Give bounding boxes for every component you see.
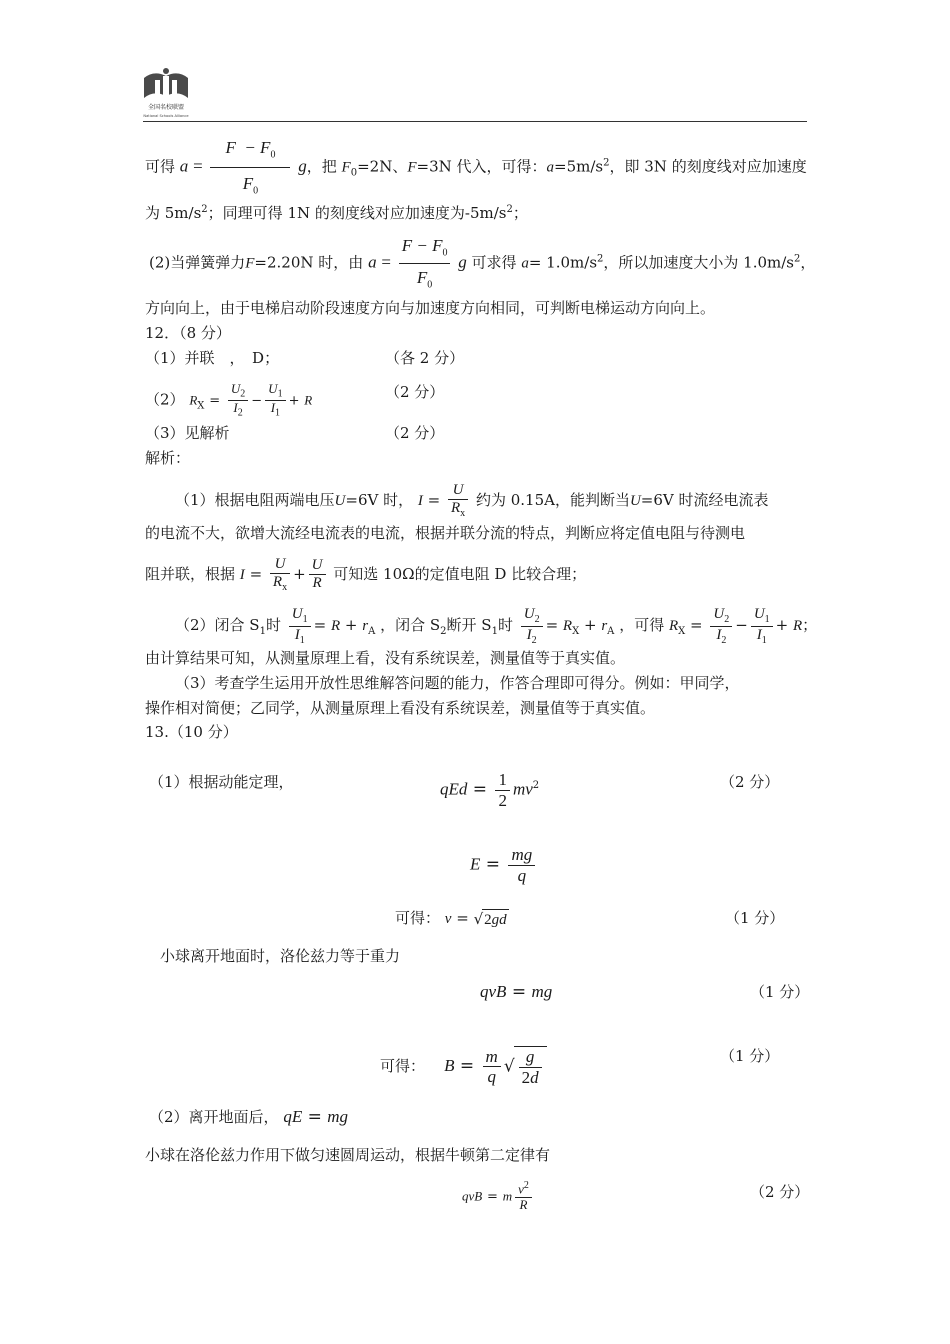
school-alliance-logo — [138, 62, 194, 124]
line-4: 方向向上，由于电梯启动阶段速度方向与加速度方向相同，可判断电梯运动方向向上。 — [145, 299, 716, 317]
q13-eq-circular: qvB = m $\frac{v^2}{R}$ — [462, 1180, 535, 1213]
header-rule — [143, 121, 807, 122]
q12-analysis-3: 阻并联，根据 I = $\frac{U}{R_x}$ + $\frac{U}{R}$ 可知选 10Ω的定值电阻 D 比较合理； — [145, 556, 587, 594]
q12-part2-score: （2 分） — [385, 383, 445, 401]
q13-eq-field: E = $\frac{mg}{q}$ — [470, 845, 538, 885]
q13-step3-score: （1 分） — [725, 909, 785, 927]
q12-analysis-4: （2）闭合 $S_1$时 $\frac{U_1}{I_1}$ = $R + r_A$ ，闭合 $S_2$断开 $S_1$时 $\frac{U_2}{I_2}$ = $R_X + r_A$ ，可得 $R_X$ = $\frac{U_2}{I_2}$ − $\frac{U_1}{I_1}$ + R； — [175, 606, 818, 646]
q12-part3-score: （2 分） — [385, 424, 445, 442]
q12-analysis-7: 操作相对简便；乙同学，从测量原理上看没有系统误差，测量值等于真实值。 — [145, 699, 656, 717]
q12-analysis-2: 的电流不大，欲增大流经电流表的电流，根据并联分流的特点，判断应将定值电阻与待测电 — [145, 524, 746, 542]
q13-part2: （2）离开地面后， qE = mg — [149, 1107, 349, 1127]
q13-eq-lorentz: qvB = mg — [480, 982, 553, 1002]
line-1: 可得 a = $\frac{F - F_0}{F_0}$ g，把 $F_0=2N$、F=3N 代入，可得：$a=5m/s^2$，即 3N 的刻度线对应加速度 — [145, 138, 807, 197]
q12-analysis-5: 由计算结果可知，从测量原理上看，没有系统误差，测量值等于真实值。 — [145, 649, 626, 667]
q13-step5-score: （1 分） — [750, 983, 810, 1001]
q13-step1-label: （1）根据动能定理， — [149, 773, 294, 791]
q12-title: 12．（8 分） — [145, 324, 231, 342]
q13-eq-kinetic: qEd = $\frac{1}{2}$ $mv^2$ — [440, 770, 540, 810]
q13-step1-score: （2 分） — [720, 773, 780, 791]
q12-analysis-6: （3）考查学生运用开放性思维解答问题的能力，作答合理即可得分。例如：甲同学， — [175, 674, 740, 692]
line-3: (2)当弹簧弹力F=2.20N 时，由 a = $\frac{F - F_0}{F_0}$ g 可求得 $a= 1.0m/s^2$，所以加速度大小为 $1.0m/s^2$， — [149, 236, 816, 291]
q13-step6-score: （1 分） — [720, 1047, 780, 1065]
q12-part1: （1）并联 ， D； — [145, 349, 280, 367]
q12-analysis-label: 解析： — [145, 449, 191, 467]
line-2: 为 $5m/s^2$；同理可得 1N 的刻度线对应加速度为$-5m/s^2$； — [145, 204, 528, 222]
q13-eq-velocity: 可得： v = √2gd — [395, 909, 507, 928]
q13-eq-b: 可得： B = $\frac{m}{q}$ √ $\frac{g}{2d}$ — [380, 1046, 547, 1087]
q12-analysis-1: （1）根据电阻两端电压U=6V 时， I = $\frac{U}{R_x}$ 约为 0.15A，能判断当U=6V 时流经电流表 — [175, 482, 769, 520]
q13-step9-score: （2 分） — [750, 1183, 810, 1201]
q12-part3: （3）见解析 — [145, 424, 230, 442]
logo-en-text: National Schools Alliance — [143, 114, 189, 118]
q13-title: 13.（10 分） — [145, 723, 238, 741]
q13-text-newton: 小球在洛伦兹力作用下做匀速圆周运动，根据牛顿第二定律有 — [145, 1146, 551, 1164]
logo-cn-text: 全国名校联盟 — [147, 104, 185, 111]
q13-text-lorentz: 小球离开地面时，洛伦兹力等于重力 — [160, 947, 401, 965]
q12-part2: （2） $R_X$ = $\frac{U_2}{I_2}$ − $\frac{U_1}{I_1}$ + R — [145, 381, 313, 419]
q12-part1-score: （各 2 分） — [385, 349, 465, 367]
